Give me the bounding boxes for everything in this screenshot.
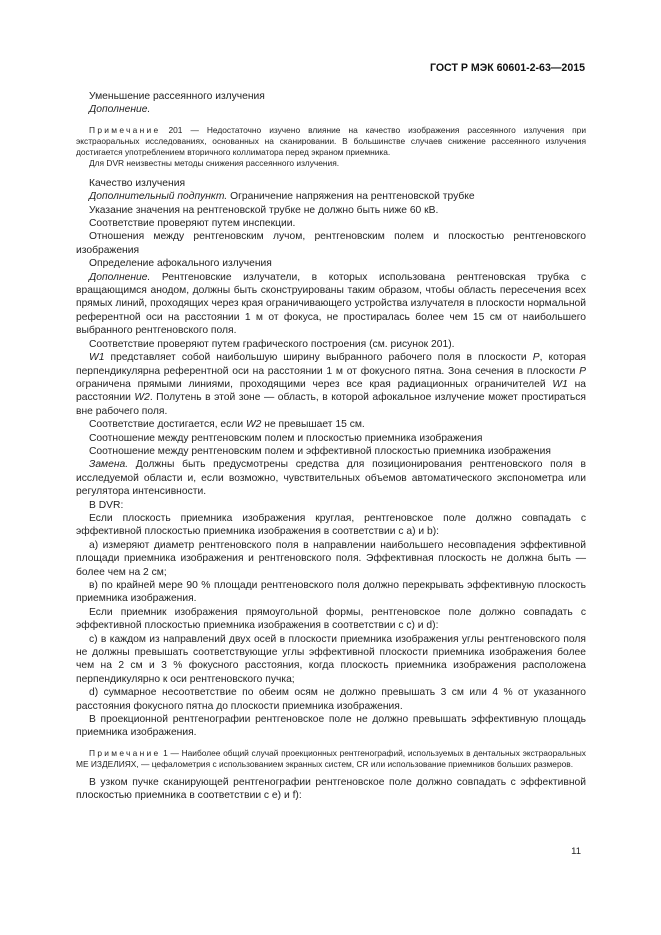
addition-label: Дополнение. <box>89 271 151 283</box>
paragraph <box>76 418 586 431</box>
symbol: P <box>579 365 586 377</box>
note-1 <box>76 748 586 770</box>
section-heading: Уменьшение рассеянного излучения <box>89 91 265 102</box>
subpoint-text: Ограничение напряжения на рентгеновской трубке <box>227 191 475 203</box>
document-body <box>76 90 586 803</box>
addition-label: Дополнение. <box>89 104 151 116</box>
section-heading: Отношения между рентгеновским лучом, рентгеновским полем и плоскостью рентгеновского изображения <box>76 231 586 256</box>
paragraph <box>76 458 586 498</box>
paragraph: Если плоскость приемника изображения круглая, рентгеновское поле должно совпадать с эффективной плоскостью приемника изображения в соответствии с а) и b): <box>76 512 586 538</box>
paragraph: В DVR: <box>89 499 124 511</box>
note-201 <box>76 125 586 158</box>
list-item: а) измеряют диаметр рентгеновского поля в направлении наибольшего несовпадения эффективной площади приемника изображения и рентгеновского поля. Эффективная плоскость не должна быть — более чем на 2 см; <box>76 539 586 578</box>
symbol: P <box>532 352 540 364</box>
text-run: ограничена прямыми линиями, проходящими через все края радиационных ограничителей <box>76 378 553 390</box>
text-run: представляет собой наибольшую ширину выбранного рабочего поля в плоскости <box>104 352 533 364</box>
symbol: W2 <box>245 419 262 431</box>
paragraph: В проекционной рентгенографии рентгеновское поле не должно превышать эффективную площадь приемника изображения. <box>76 714 586 739</box>
list-item: в) по крайней мере 90 % площади рентгеновского поля должно перекрывать эффективную плоскость приемника изображения. <box>76 580 586 605</box>
note-text: 201 — Недостаточно изучено влияние на качество изображения рассеянного излучения при экстраоральных исследованиях, основанных на сканировании. В большинстве случаев снижение рассеянного излучения достигается употреблением вторичного коллиматора перед экраном приемника. <box>76 124 586 157</box>
section-heading: Качество излучения <box>89 177 186 189</box>
symbol: W1 <box>89 352 105 364</box>
note-label: Примечание <box>89 747 161 758</box>
text-run: . Полутень в этой зоне — область, в которой афокальное излучение может простираться вне рабочего поля. <box>76 392 586 417</box>
text-run: не превышает 15 см. <box>261 419 365 431</box>
text-run: , которая перпендикулярна референтной оси на расстоянии 1 м от фокусного пятна. Зона сечения в плоскости <box>76 352 586 377</box>
paragraph: Соответствие проверяют путем инспекции. <box>89 218 296 230</box>
section-heading: Соотношение между рентгеновским полем и плоскостью приемника изображения <box>89 432 483 444</box>
paragraph <box>76 190 586 203</box>
note-text: 1 — Наиболее общий случай проекционных рентгенографий, используемых в дентальных экстраоральных МЕ ИЗДЕЛИЯХ, — цефалометрия с использованием экранных систем, CR или использование приемников больших размеров. <box>76 747 586 769</box>
paragraph: Соответствие проверяют путем графического построения (см. рисунок 201). <box>89 338 455 350</box>
list-item: с) в каждом из направлений двух осей в плоскости приемника изображения углы рентгеновского поля не должны превышать соответствующие углы эффективной плоскости приемника изображения более чем на 2 см и 3 % фокусного расстояния, когда плоскость приемника изображения расположена перпендикулярно к оси рентгеновского пучка; <box>76 633 586 685</box>
replace-text: Должны быть предусмотрены средства для позиционирования рентгеновского поля в исследуемой области и, если возможно, чувствительных объемов автоматического экспонометра или регулятора интенсивности. <box>76 459 586 498</box>
symbol: W1 <box>552 378 568 390</box>
symbol: W2 <box>134 392 150 404</box>
text-run: Соответствие достигается, если <box>89 419 246 431</box>
paragraph: В узком пучке сканирующей рентгенографии рентгеновское поле должно совпадать с эффективной плоскостью приемника в соответствии с е) и f): <box>76 776 586 802</box>
note-dvr: Для DVR неизвестны методы снижения рассеянного излучения. <box>89 157 340 168</box>
text-run: на расстоянии <box>76 378 586 404</box>
paragraph <box>76 271 586 338</box>
section-heading: Соотношение между рентгеновским полем и эффективной плоскостью приемника изображения <box>89 445 551 457</box>
standard-header: ГОСТ Р МЭК 60601-2-63—2015 <box>429 62 585 74</box>
subpoint-label: Дополнительный подпункт. <box>89 191 228 203</box>
section-heading: Определение афокального излучения <box>89 258 272 270</box>
addition-text: Рентгеновские излучатели, в которых использована рентгеновская трубка с вращающимся анодом, должны быть сконструированы таким образом, чтобы область пересечения всех прямых линий, проходящих через края ограничивающего устройства излучателя в плоскости нормальной референтной оси на расстоянии 1 м от фокуса, не простиралась более чем 15 см от наибольшего выбранного рентгеновского поля. <box>76 271 586 337</box>
page-number: 11 <box>571 846 581 857</box>
list-item: d) суммарное несоответствие по обеим осям не должно превышать 3 см или 4 % от указанного расстояния фокусного пятна до плоскости приемника изображения. <box>76 687 586 712</box>
paragraph: Указание значения на рентгеновской трубке не должно быть ниже 60 кВ. <box>89 204 439 216</box>
replace-label: Замена. <box>89 459 129 471</box>
paragraph-w1 <box>76 351 586 418</box>
paragraph: Если приемник изображения прямоугольной формы, рентгеновское поле должно совпадать с эффективной плоскостью приемника изображения в соответствии с с) и d): <box>76 606 586 632</box>
note-label: Примечание <box>89 124 161 135</box>
